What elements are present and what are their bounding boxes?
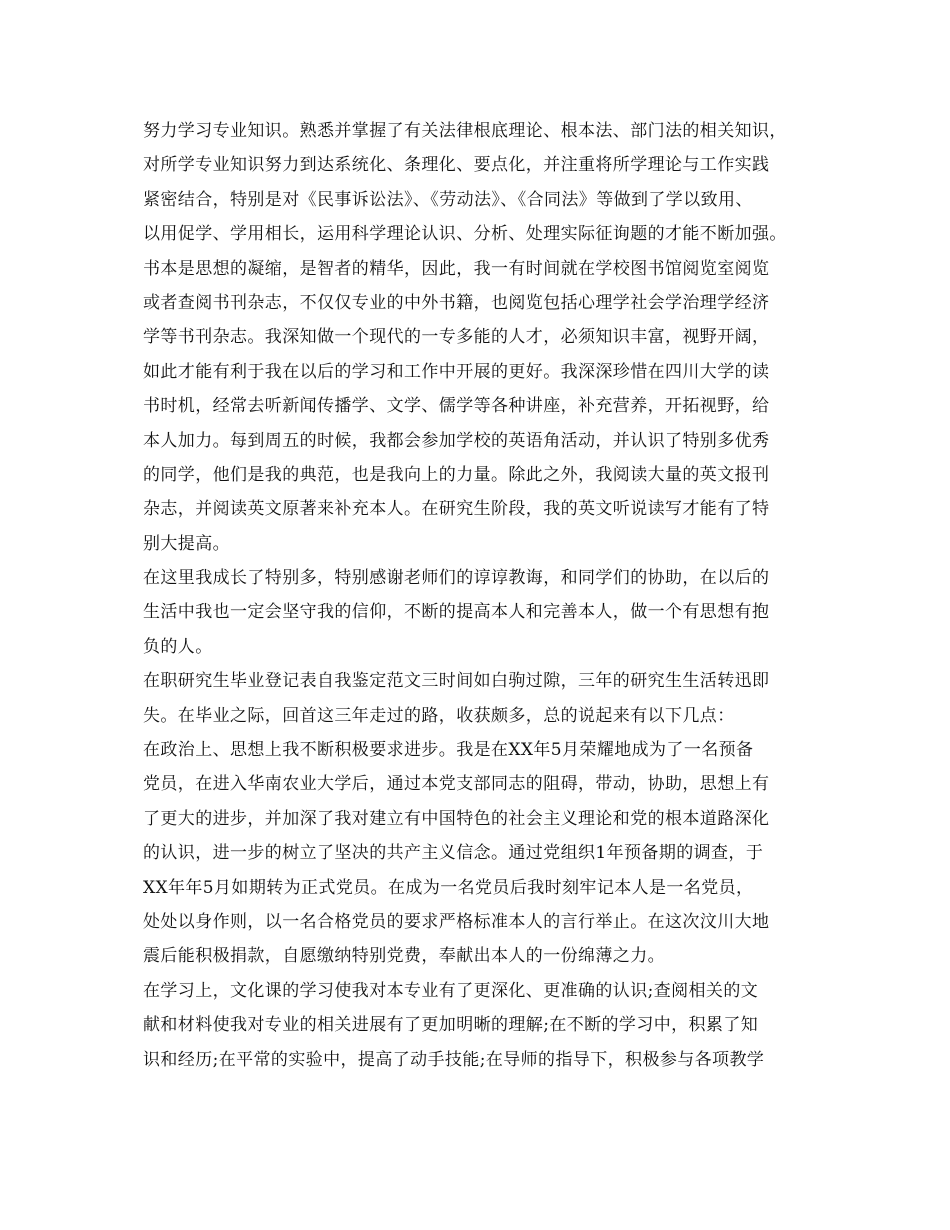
text-line: 对所学专业知识努力到达系统化、条理化、要点化，并注重将所学理论与工作实践 <box>143 155 770 176</box>
text-line: 献和材料使我对专业的相关进展有了更加明晰的理解;在不断的学习中，积累了知 <box>143 1015 759 1036</box>
body-text <box>143 114 833 1077</box>
text-line: 了更大的进步，并加深了我对建立有中国特色的社会主义理论和党的根本道路深化 <box>143 808 770 829</box>
text-line: 如此才能有利于我在以后的学习和工作中开展的更好。我深深珍惜在四川大学的读 <box>143 361 770 382</box>
text-line: 的认识，进一步的树立了坚决的共产主义信念。通过党组织1年预备期的调查，于 <box>143 843 764 864</box>
text-line: 书本是思想的凝缩，是智者的精华，因此，我一有时间就在学校图书馆阅览室阅览 <box>143 258 770 279</box>
text-line: 或者查阅书刊杂志，不仅仅专业的中外书籍，也阅览包括心理学社会学治理学经济 <box>143 292 770 313</box>
text-line: 在政治上、思想上我不断积极要求进步。我是在XX年5月荣耀地成为了一名预备 <box>143 740 754 761</box>
text-line: 紧密结合，特别是对《民事诉讼法》、《劳动法》、《合同法》等做到了学以致用、 <box>143 189 753 210</box>
text-line: 震后能积极捐款，自愿缴纳特别党费，奉献出本人的一份绵薄之力。 <box>143 946 665 967</box>
text-line: 努力学习专业知识。熟悉并掌握了有关法律根底理论、根本法、部门法的相关知识， <box>143 121 787 141</box>
text-line: 失。在毕业之际，回首这三年走过的路，收获颇多，总的说起来有以下几点： <box>143 705 735 726</box>
text-line: 党员，在进入华南农业大学后，通过本党支部同志的阻碍，带动，协助，思想上有 <box>143 774 770 795</box>
text-line: 的同学，他们是我的典范，也是我向上的力量。除此之外，我阅读大量的英文报刊 <box>143 464 770 485</box>
text-line: 在职研究生毕业登记表自我鉴定范文三时间如白驹过隙，三年的研究生生活转迅即 <box>143 671 770 692</box>
text-line: 本人加力。每到周五的时候，我都会参加学校的英语角活动，并认识了特别多优秀 <box>143 430 770 451</box>
text-line: 杂志，并阅读英文原著来补充本人。在研究生阶段，我的英文听说读写才能有了特 <box>143 499 770 520</box>
text-line: 学等书刊杂志。我深知做一个现代的一专多能的人才，必须知识丰富，视野开阔， <box>143 327 770 348</box>
text-line: 以用促学、学用相长，运用科学理论认识、分析、处理实际征询题的才能不断加强。 <box>143 224 787 245</box>
text-line: 生活中我也一定会坚守我的信仰，不断的提高本人和完善本人，做一个有思想有抱 <box>143 602 770 623</box>
text-line: 书时机，经常去听新闻传播学、文学、儒学等各种讲座，补充营养，开拓视野，给 <box>143 396 770 417</box>
text-line: 处处以身作则，以一名合格党员的要求严格标准本人的言行举止。在这次汶川大地 <box>143 911 770 932</box>
text-line: 在这里我成长了特别多，特别感谢老师们的谆谆教诲，和同学们的协助，在以后的 <box>143 568 770 589</box>
text-line: 识和经历;在平常的实验中，提高了动手技能;在导师的指导下，积极参与各项教学 <box>143 1049 765 1070</box>
text-line: 负的人。 <box>143 636 213 657</box>
text-line: XX年年5月如期转为正式党员。在成为一名党员后我时刻牢记本人是一名党员， <box>143 877 754 898</box>
text-line: 别大提高。 <box>143 533 230 554</box>
text-line: 在学习上，文化课的学习使我对本专业有了更深化、更准确的认识;查阅相关的文 <box>143 980 759 1001</box>
